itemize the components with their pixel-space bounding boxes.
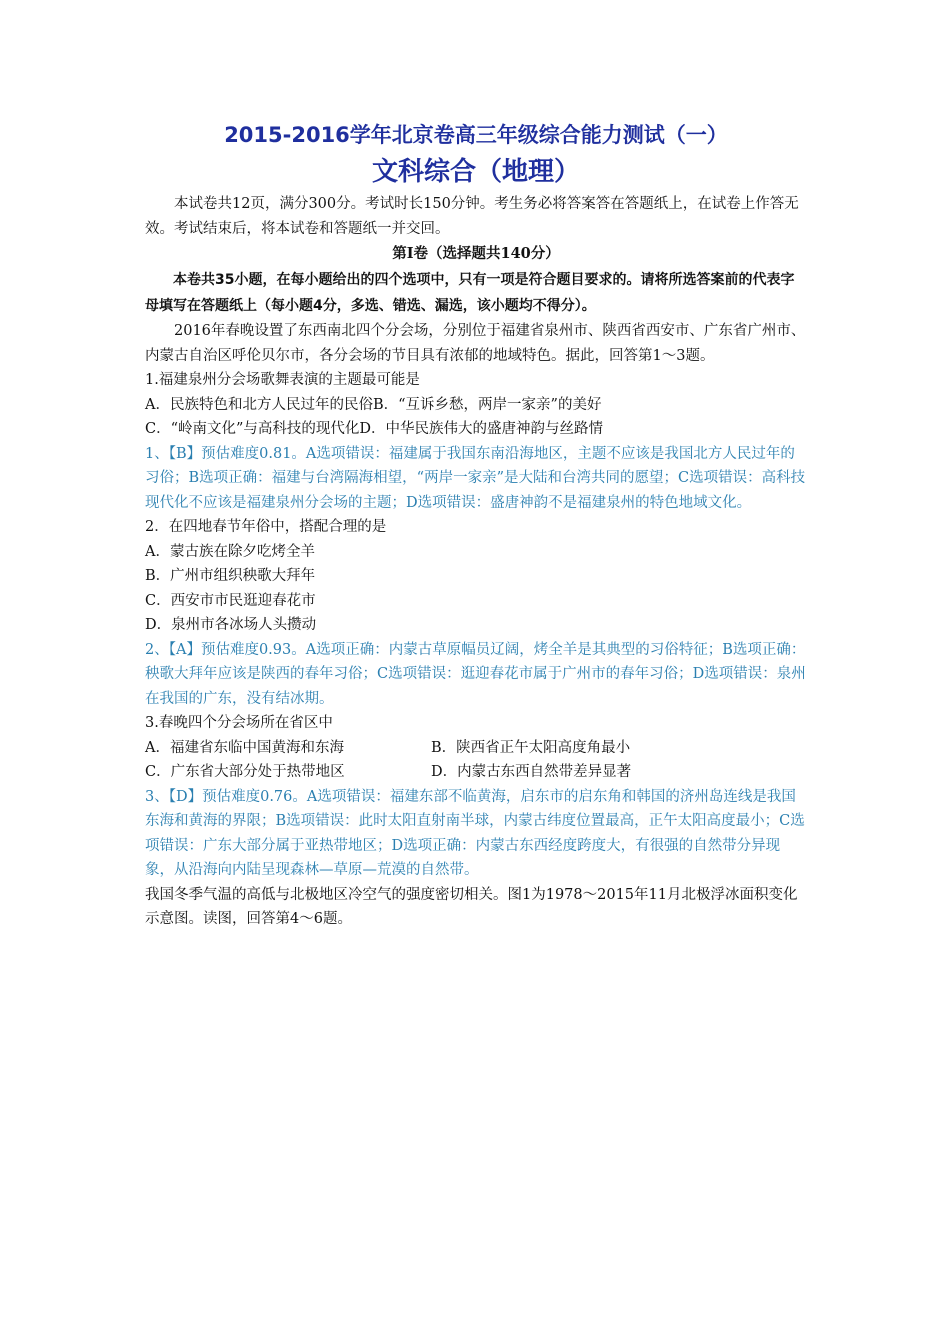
- exam-title: 2015-2016学年北京卷高三年级综合能力测试（一）: [224, 123, 728, 147]
- q3-option-d: D．内蒙古东西自然带差异显著: [431, 764, 632, 780]
- exam-intro: 本试卷共12页，满分300分。考试时长150分钟。考生务必将答案答在答题纸上，在试卷上作答无效。考试结束后，将本试卷和答题纸一并交回。: [145, 196, 799, 237]
- section-instructions: 本卷共35小题，在每小题给出的四个选项中，只有一项是符合题目要求的。请将所选答案前的代表字母填写在答题纸上（每小题4分，多选、错选、漏选，该小题均不得分）。: [145, 272, 795, 314]
- q1-answer: 1、【B】预估难度0.81。A选项错误：福建属于我国东南沿海地区，主题不应该是我国北方人民过年的习俗；B选项正确：福建与台湾隔海相望，“两岸一家亲”是大陆和台湾共同的愿望；C选项错误：高科技现代化不应该是福建泉州分会场的主题；D选项错误：盛唐神韵不是福建泉州的特色地域文化。: [145, 445, 806, 511]
- q1-stem: 1.福建泉州分会场歌舞表演的主题最可能是: [145, 372, 420, 388]
- material-2: 我国冬季气温的高低与北极地区冷空气的强度密切相关。图1为1978～2015年11月北极浮冰面积变化示意图。读图，回答第4～6题。: [145, 886, 798, 927]
- q3-option-c: C．广东省大部分处于热带地区: [145, 764, 345, 780]
- material-1: 2016年春晚设置了东西南北四个分会场，分别位于福建省泉州市、陕西省西安市、广东省广州市、内蒙古自治区呼伦贝尔市，各分会场的节目具有浓郁的地域特色。据此，回答第1～3题。: [145, 323, 806, 364]
- q2-option-b: B．广州市组织秧歌大拜年: [145, 568, 316, 584]
- q2-option-d: D．泉州市各冰场人头攒动: [145, 617, 317, 633]
- q3-options-row-1: [145, 736, 807, 761]
- q3-answer: 3、【D】预估难度0.76。A选项错误：福建东部不临黄海，启东市的启东角和韩国的济州岛连线是我国东海和黄海的界限；B选项错误：此时太阳直射南半球，内蒙古纬度位置最高，正午太阳高度最小；C选项错误：广东大部分属于亚热带地区；D选项正确：内蒙古东西经度跨度大，有很强的自然带分异现象，从沿海向内陆呈现森林—草原—荒漠的自然带。: [145, 788, 805, 878]
- q2-option-a: A．蒙古族在除夕吃烤全羊: [145, 543, 315, 560]
- q3-option-a: A．福建省东临中国黄海和东海: [145, 739, 344, 756]
- q3-option-b: B．陕西省正午太阳高度角最小: [431, 739, 631, 756]
- exam-subtitle: 文科综合（地理）: [371, 157, 580, 187]
- q3-options-row-2: [145, 760, 807, 785]
- q1-options-ab: A．民族特色和北方人民过年的民俗B．“互诉乡愁，两岸一家亲”的美好: [145, 396, 602, 413]
- q1-options-cd: C．“岭南文化”与高科技的现代化D．中华民族伟大的盛唐神韵与丝路情: [145, 421, 604, 437]
- q2-option-c: C．西安市市民逛迎春花市: [145, 592, 316, 609]
- section-title: 第Ⅰ卷（选择题共140分）: [392, 245, 560, 262]
- q2-stem: 2．在四地春节年俗中，搭配合理的是: [145, 519, 387, 535]
- exam-page: [145, 118, 807, 932]
- q3-stem: 3.春晚四个分会场所在省区中: [145, 715, 333, 731]
- q2-answer: 2、【A】预估难度0.93。A选项正确：内蒙古草原幅员辽阔，烤全羊是其典型的习俗特征；B选项正确：秧歌大拜年应该是陕西的春年习俗；C选项错误：逛迎春花市属于广州市的春年习俗；D选项错误：泉州在我国的广东，没有结冰期。: [145, 641, 806, 707]
